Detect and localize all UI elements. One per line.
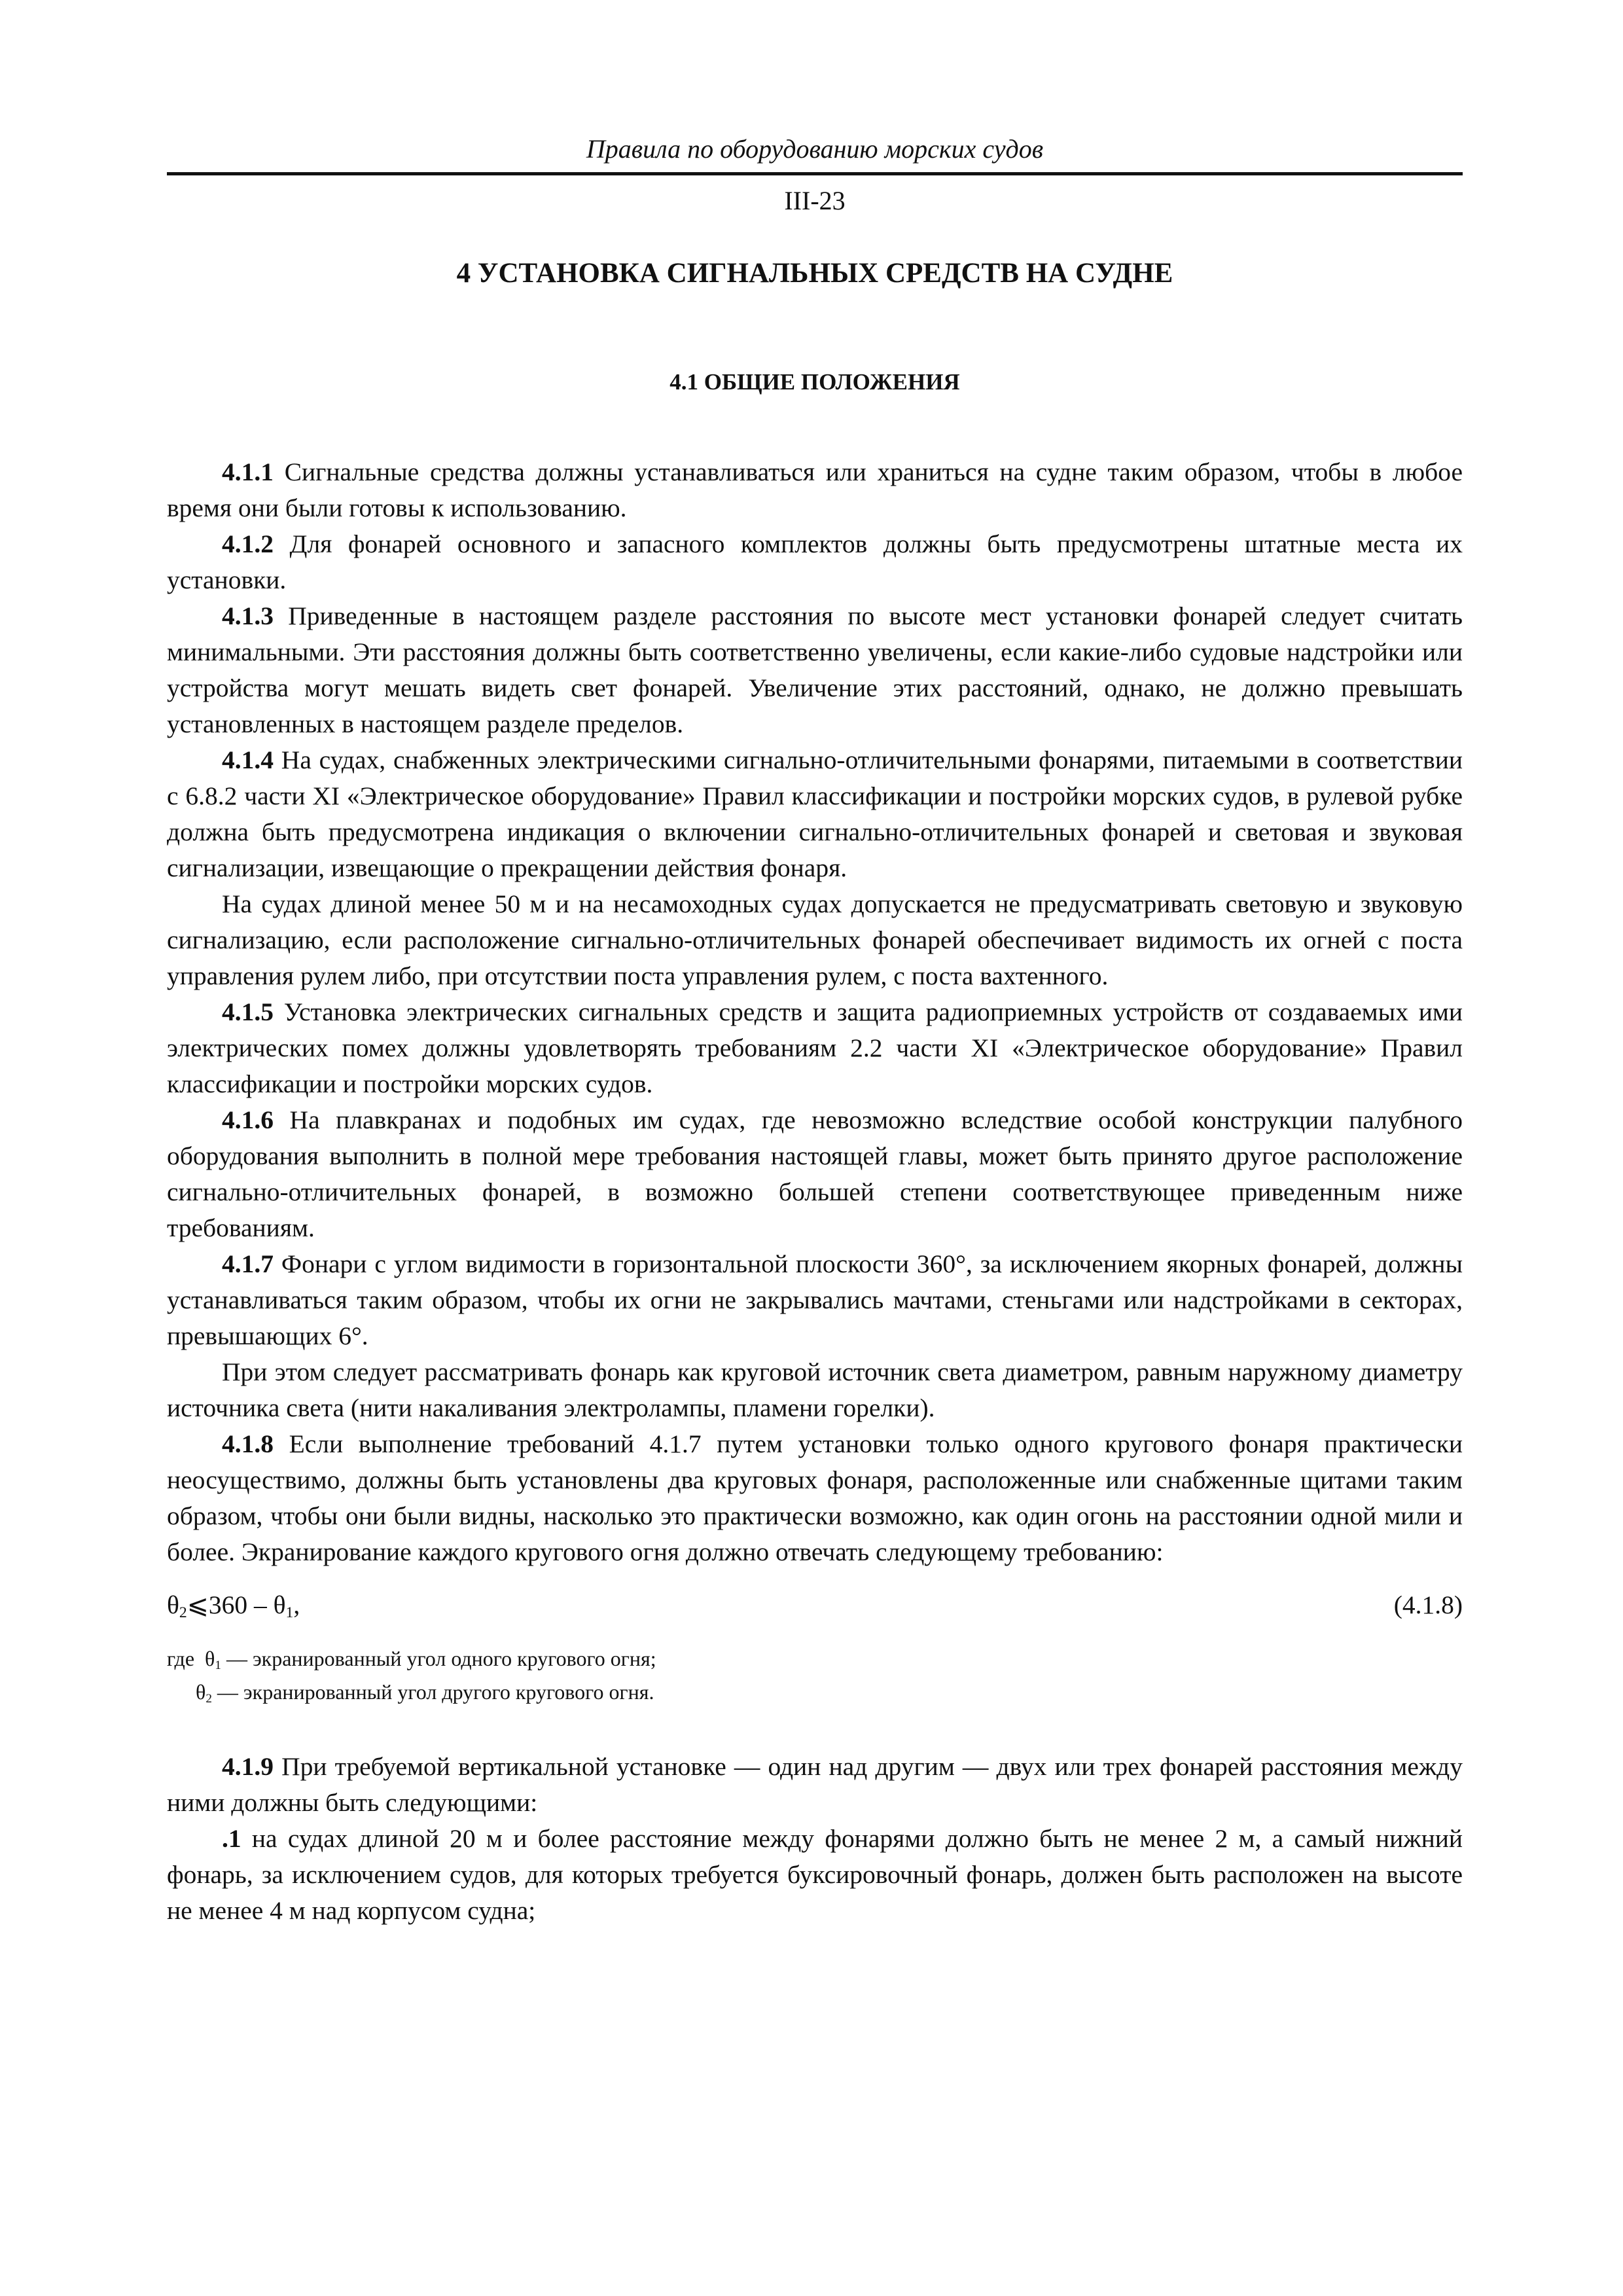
legend-line-theta-2: $\theta_2$ — экранированный угол другого кругового огня. [196,1679,654,1706]
formula-4-1-8 [167,1587,1463,1631]
page-number: III-23 [784,186,846,215]
clause-number: 4.1.4 [222,745,274,774]
paragraph-text: Фонари с углом видимости в горизонтальной плоскости 360°, за исключением якорных фонарей, должны устанавливаться таким образом, чтобы их огни не закрывались мачтами, стеньгами или надстройками в секторах, превышающих 6°. [167,1249,1463,1350]
formula-expression: $\theta_2⩽360 - \theta_1$, [167,1590,300,1621]
paragraph-text: При требуемой вертикальной установке — один над другим — двух или трех фонарей расстояния между ними должны быть следующими: [167,1751,1463,1817]
paragraph-text: Если выполнение требований 4.1.7 путем установки только одного кругового фонаря практически неосуществимо, должны быть установлены два круговых фонаря, расположенные или снабженные щитами таким образом, чтобы они были видны, насколько это практически возможно, как один огонь на расстоянии одной мили и более. Экранирование каждого кругового огня должно отвечать следующему требованию: [167,1429,1463,1566]
paragraph-4-1-9-item-1 [167,1821,1463,1929]
paragraph-4-1-7 [167,1246,1463,1354]
clause-number: 4.1.2 [222,529,274,558]
clause-number: 4.1.1 [222,457,274,486]
paragraph-text: Приведенные в настоящем разделе расстояния по высоте мест установки фонарей следует считать минимальными. Эти расстояния должны быть соответственно увеличены, если какие-либо судовые надстройки или устройства могут мешать видеть свет фонарей. Увеличение этих расстояний, однако, не должно превышать установленных в настоящем разделе пределов. [167,601,1463,738]
clause-number: 4.1.5 [222,997,274,1026]
paragraph-4-1-4-continued [167,886,1463,994]
paragraph-4-1-1 [167,454,1463,526]
clause-number: 4.1.9 [222,1751,274,1781]
body-text [167,454,1463,1929]
section-title: 4.1 ОБЩИЕ ПОЛОЖЕНИЯ [669,369,960,395]
paragraph-text: на судах длиной 20 м и более расстояние между фонарями должно быть не менее 2 м, а самый нижний фонарь, за исключением судов, для которых требуется буксировочный фонарь, должен быть расположен на высоте не менее 4 м над корпусом судна; [167,1823,1463,1925]
paragraph-4-1-4 [167,742,1463,886]
chapter-title: 4 УСТАНОВКА СИГНАЛЬНЫХ СРЕДСТВ НА СУДНЕ [456,258,1173,289]
clause-number: 4.1.8 [222,1429,274,1458]
running-title: Правила по оборудованию морских судов [586,134,1044,164]
paragraph-text: Установка электрических сигнальных средств и защита радиоприемных устройств от создаваемых ими электрических помех должны удовлетворять требованиям 2.2 части XI «Электрическое оборудование» Правил классификации и постройки морских судов. [167,997,1463,1098]
paragraph-text: На судах, снабженных электрическими сигнально-отличительными фонарями, питаемыми в соответствии с 6.8.2 части XI «Электрическое оборудование» Правил классификации и постройки морских судов, в рулевой рубке должна быть предусмотрена индикация о включении сигнально-отличительных фонарей и световая и звуковая сигнализации, извещающие о прекращении действия фонаря. [167,745,1463,882]
paragraph-text: При этом следует рассматривать фонарь как круговой источник света диаметром, равным наружному диаметру источника света (нити накаливания электролампы, пламени горелки). [167,1357,1463,1422]
paragraph-4-1-3 [167,598,1463,742]
clause-number: 4.1.3 [222,601,274,630]
legend-line-theta-1: где $\theta_1$ — экранированный угол одного кругового огня; [167,1646,656,1672]
clause-number: 4.1.6 [222,1105,274,1134]
paragraph-text: На судах длиной менее 50 м и на несамоходных судах допускается не предусматривать световую и звуковую сигнализацию, если расположение сигнально-отличительных фонарей обеспечивает видимость их огней с поста управления рулем либо, при отсутствии поста управления рулем, с поста вахтенного. [167,889,1463,990]
formula-legend [167,1645,1463,1712]
clause-number: 4.1.7 [222,1249,274,1278]
paragraph-4-1-7-continued [167,1354,1463,1426]
paragraph-4-1-9 [167,1749,1463,1821]
body-text-continued [167,1749,1463,1929]
document-page [167,134,1463,1929]
paragraph-4-1-2 [167,526,1463,598]
paragraph-4-1-5 [167,994,1463,1102]
header-rule [167,172,1463,175]
formula-number: (4.1.8) [1393,1590,1463,1619]
paragraph-4-1-6 [167,1102,1463,1246]
paragraph-text: Сигнальные средства должны устанавливаться или храниться на судне таким образом, чтобы в любое время они были готовы к использованию. [167,457,1463,522]
item-number: .1 [222,1823,241,1853]
paragraph-text: Для фонарей основного и запасного комплектов должны быть предусмотрены штатные места их установки. [167,529,1463,594]
paragraph-text: На плавкранах и подобных им судах, где невозможно вследствие особой конструкции палубного оборудования выполнить в полной мере требования настоящей главы, может быть принято другое расположение сигнально-отличительных фонарей, в возможно большей степени соответствующее приведенным ниже требованиям. [167,1105,1463,1242]
paragraph-4-1-8 [167,1426,1463,1570]
